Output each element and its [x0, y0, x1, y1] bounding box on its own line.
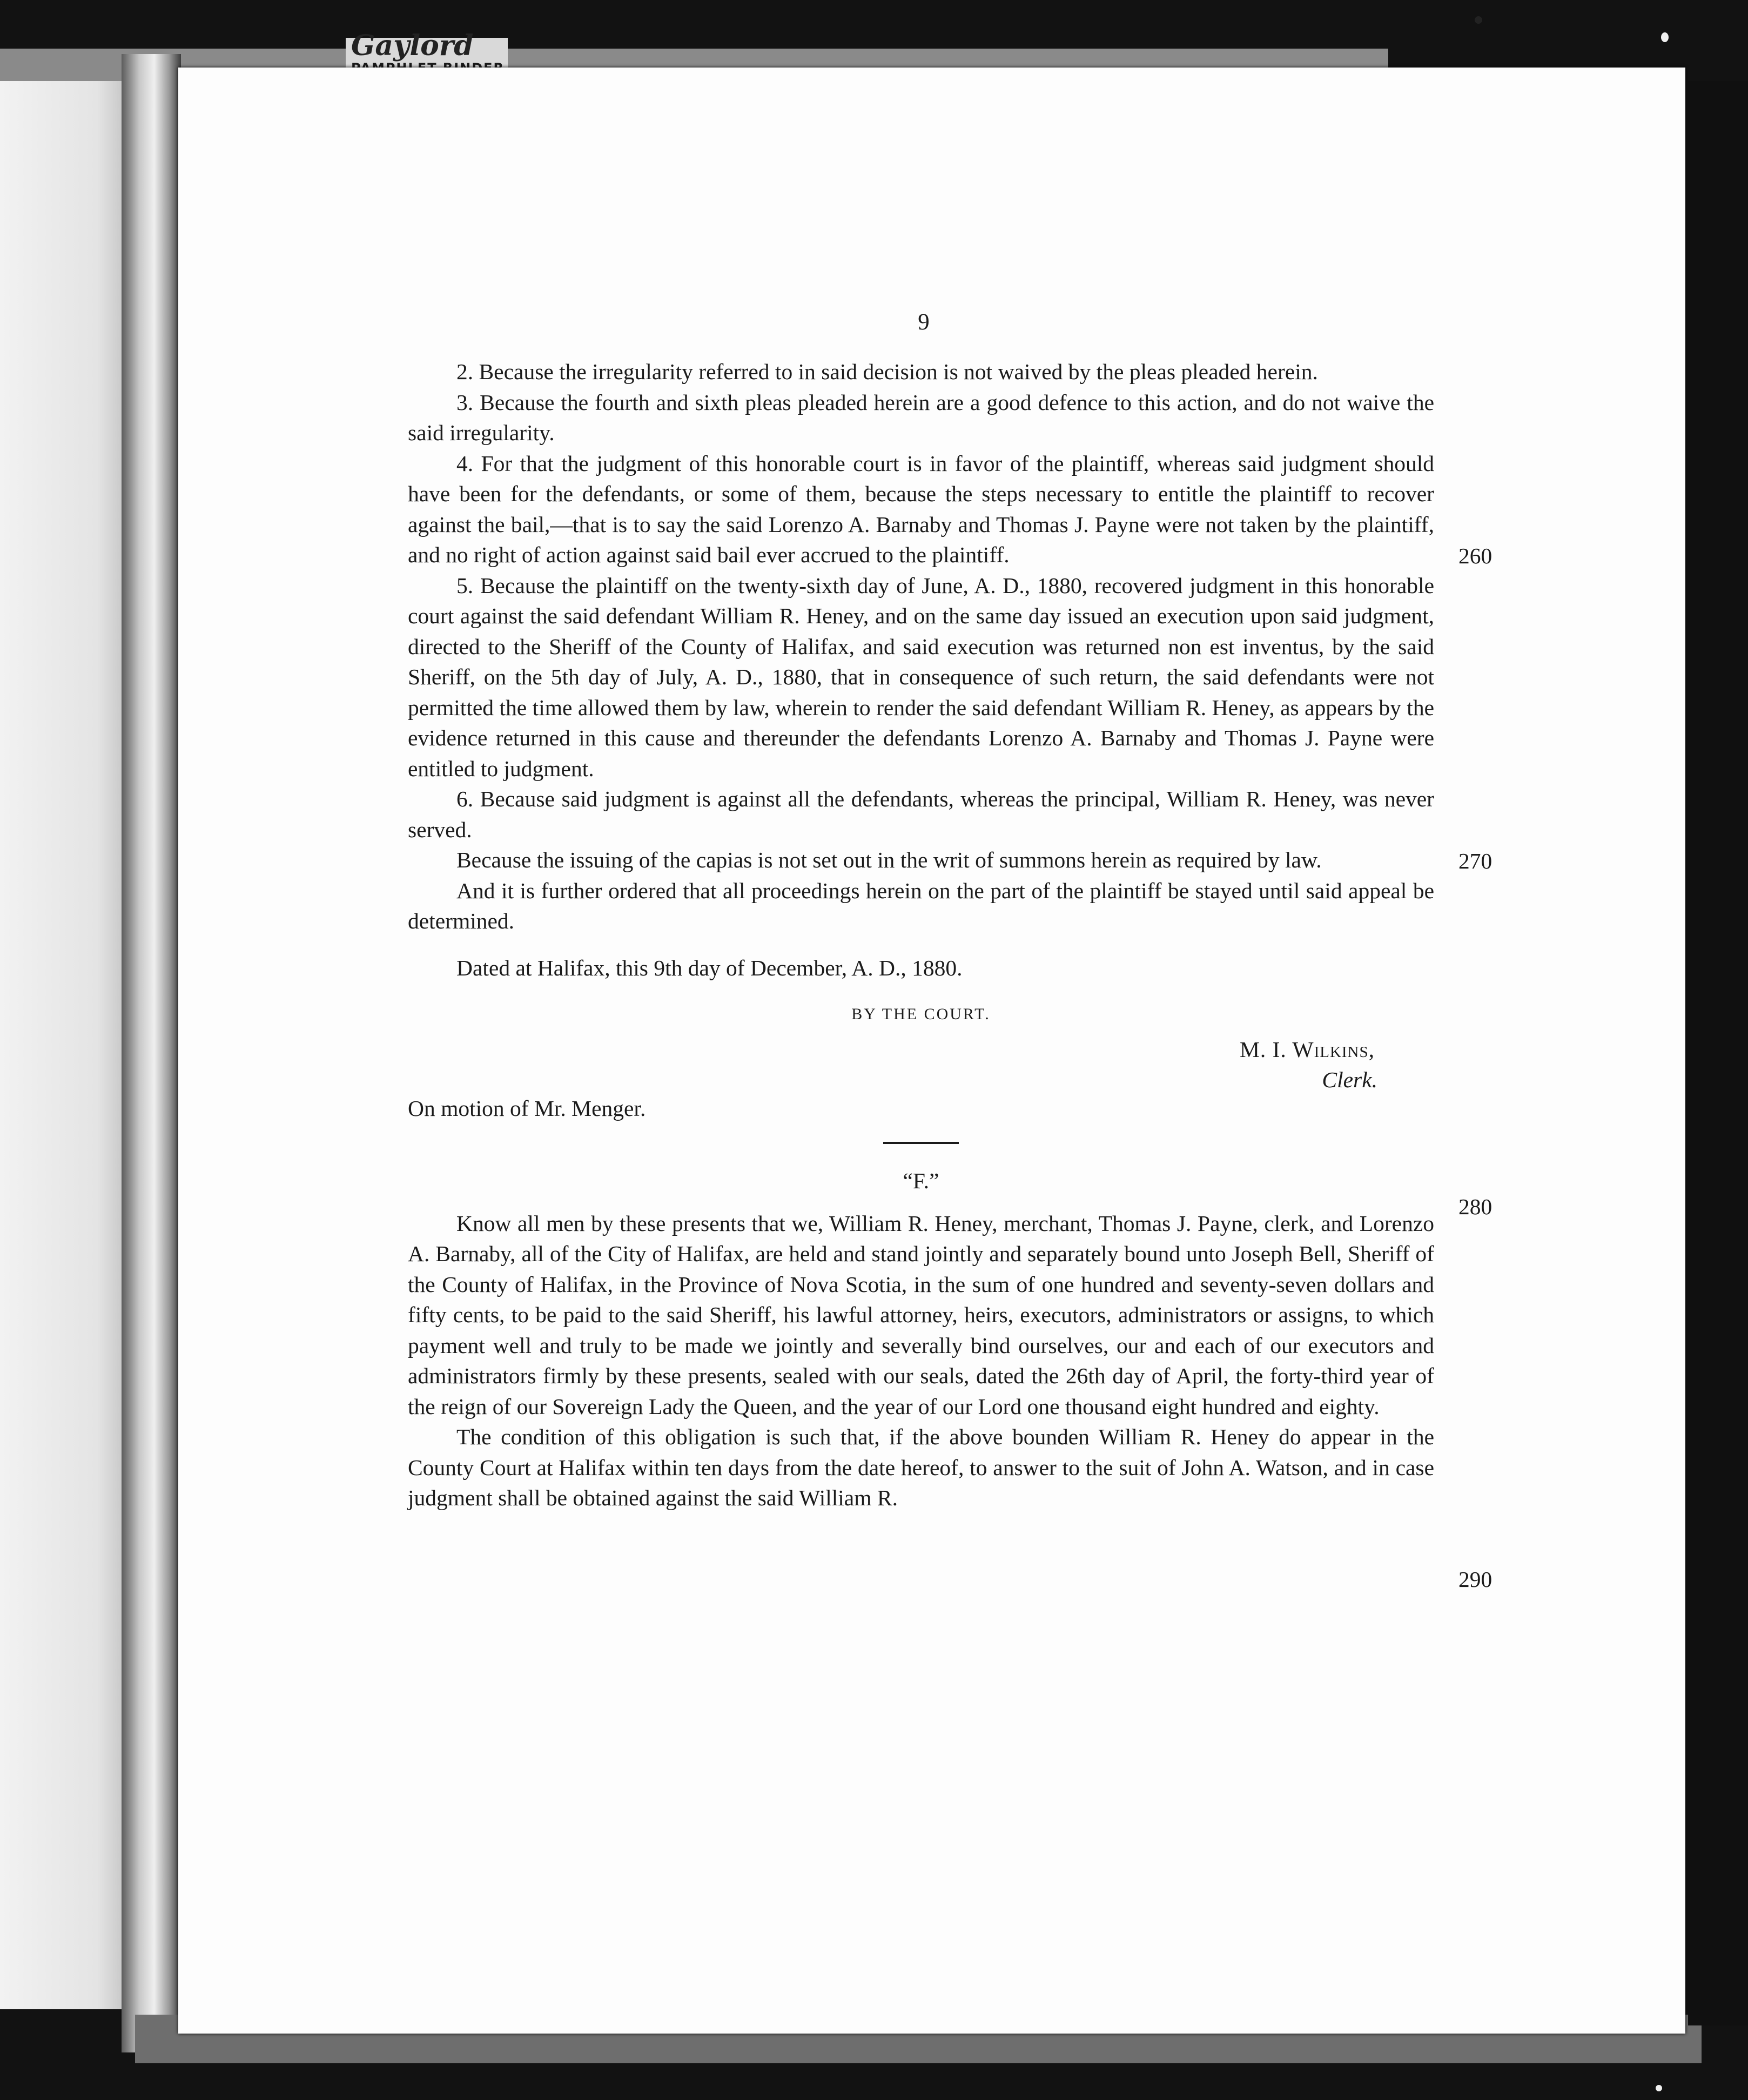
paragraph-reason-5: 5. Because the plaintiff on the twenty-sixth day of June, A. D., 1880, recovered judgment in this honorable court against the said defendant William R. Heney, and on the same day issued an execution upon said judgment, directed to the Sheriff of the County of Halifax, and said execution was returned non est inventus, by the said Sheriff, on the 5th day of July, A. D., 1880, that in consequence of such return, the said defendants were not permitted the time allowed them by law, wherein to render the said defendant William R. Heney, as appears by the evidence returned in this cause and thereunder the defendants Lorenzo A. Barnaby and Thomas J. Payne were entitled to judgment. [408, 573, 1434, 781]
binder-spine [122, 54, 181, 2052]
paragraph-capias: Because the issuing of the capias is not set out in the writ of summons herein as required by law. [456, 847, 1322, 872]
line-number-280: 280 [1458, 1194, 1492, 1219]
scan-right-edge [1688, 81, 1748, 2025]
paragraph-reason-6: 6. Because said judgment is against all the defendants, whereas the principal, William R. Heney, was never served. [408, 786, 1434, 842]
line-number-270: 270 [1458, 849, 1492, 873]
signer-name [408, 1034, 1434, 1065]
signer-title: Clerk. [1322, 1067, 1377, 1092]
paragraph-reason-3: 3. Because the fourth and sixth pleas pleaded herein are a good defence to this action, and do not waive the said irregularity. [408, 389, 1434, 445]
scan-speck [1661, 32, 1669, 42]
motion-line: On motion of Mr. Menger. [408, 1095, 646, 1121]
bond-condition-paragraph: The condition of this obligation is such that, if the above bounden William R. Heney do appear in the County Court at Halifax within ten days from the date hereof, to answer to the suit of John A. Watson, and in case judgment shall be obtained against the said William R. [408, 1424, 1434, 1510]
by-the-court: BY THE COURT. [851, 1005, 991, 1023]
paragraph-reason-2: 2. Because the irregularity referred to in said decision is not waived by the pleas pleaded herein. [456, 359, 1318, 384]
page-body [408, 308, 1434, 1513]
page-number: 9 [918, 309, 930, 335]
scan-speck [1475, 16, 1482, 24]
line-number-260: 260 [1458, 543, 1492, 568]
paragraph-stay-order: And it is further ordered that all proceedings herein on the part of the plaintiff be stayed until said appeal be determined. [408, 878, 1434, 933]
scan-speck [1656, 2085, 1662, 2091]
bond-paragraph: Know all men by these presents that we, William R. Heney, merchant, Thomas J. Payne, clerk, and Lorenzo A. Barnaby, all of the City of Halifax, are held and stand jointly and separately bound unto Joseph Bell, Sheriff of the County of Halifax, in the Province of Nova Scotia, in the sum of one hundred and seventy-seven dollars and fifty cents, to be paid to the said Sheriff, his lawful attorney, heirs, executors, administrators or assigns, to which payment well and truly to be made we jointly and severally bind ourselves, our and each of our executors and administrators firmly by these presents, sealed with our seals, dated the 26th day of April, the forty-third year of the reign of our Sovereign Lady the Queen, and the year of our Lord one thousand eight hundred and eighty. [408, 1210, 1434, 1419]
signer-name-text: M. I. Wilkins, [1239, 1036, 1375, 1062]
binder-label-script: Gaylord [351, 29, 474, 62]
paragraph-reason-4: 4. For that the judgment of this honorable court is in favor of the plaintiff, whereas said judgment should have been for the defendants, or some of them, because the steps necessary to entitle the plaintiff to recover against the bail,—that is to say the said Lorenzo A. Barnaby and Thomas J. Payne were not taken by the plaintiff, and no right of action against said bail ever accrued to the plaintiff. [408, 450, 1434, 567]
line-number-290: 290 [1458, 1567, 1492, 1592]
exhibit-heading: “F.” [903, 1168, 939, 1193]
section-divider [883, 1142, 959, 1144]
dated-line: Dated at Halifax, this 9th day of December, A. D., 1880. [456, 955, 963, 980]
